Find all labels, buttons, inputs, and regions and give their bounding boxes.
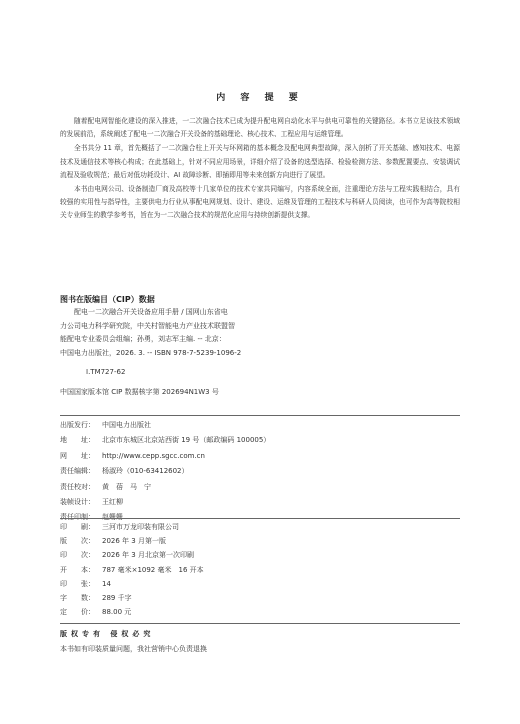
pub-label: 网 址： (60, 451, 95, 460)
print-value: 88.00 元 (102, 608, 132, 617)
cip-line-1: 配电一二次融合开关设备应用手册 / 国网山东省电 (74, 308, 228, 316)
cip-heading: 图书在版编目（CIP）数据 (60, 295, 155, 304)
pub-label: 责任校对： (60, 482, 95, 491)
pub-label: 地 址： (60, 436, 95, 445)
print-row (60, 605, 204, 619)
print-label: 字 数： (60, 594, 95, 603)
print-label: 开 本： (60, 565, 95, 574)
pub-row (60, 418, 270, 433)
cip-line-3: 能配电专业委员会组编；孙勇，刘志军主编. -- 北京： (60, 335, 226, 343)
print-row (60, 577, 204, 591)
print-value: 三河市万龙印装有限公司 (102, 523, 179, 531)
pub-row (60, 433, 270, 448)
pub-value: 杨淑玲（010-63412602） (102, 467, 189, 476)
pub-label: 责任印制： (60, 513, 95, 522)
print-row (60, 591, 204, 605)
publication-info (60, 418, 270, 526)
summary-paragraph-3: 本书由电网公司、设备制造厂商及高校等十几家单位的技术专家共同编写，内容系统全面，注重理论方法与工程实践相结合，具有较强的实用性与指导性，主要供电力行业从事配电网规划、设计、建设、运维及管理的工程技术与科研人员阅读，也可作为高等院校相关专业师生的教学参考书，旨在为一二次融合技术的规范化应用与持续创新提供支撑。 (60, 185, 460, 220)
print-label: 印 张： (60, 579, 95, 588)
pub-row (60, 495, 270, 510)
cip-record: 中国国家版本馆 CIP 数据核字第 202694N1W3 号 (60, 387, 219, 396)
summary-paragraph-1: 随着配电网智能化建设的深入推进，一二次融合技术已成为提升配电网自动化水平与供电可靠性的关键路径。本书立足该技术领域的发展前沿，系统阐述了配电一二次融合开关设备的基础理论、核心技术、工程应用与运维管理。 (60, 117, 460, 139)
copyright-section (60, 627, 207, 657)
print-row (60, 548, 204, 562)
copyright-title: 版权专有 侵权必究 (60, 630, 155, 638)
pub-value: 中国电力出版社 (102, 421, 151, 429)
print-value: 14 (102, 579, 111, 588)
summary-paragraph-2: 全书共分 11 章，首先概括了一二次融合柱上开关与环网箱的基本概念及配电网典型故障，深入剖析了开关基础、感知技术、电源技术及通信技术等核心构成；在此基础上，针对不同应用场景，详细介绍了设备的选型选择、检验检测方法、参数配置要点、安装调试流程及验收规范；最后对低功耗设计、AI 故障诊断、即插即用等未来创新方向进行了展望。 (60, 144, 460, 179)
divider (60, 415, 460, 416)
pub-label: 装帧设计： (60, 498, 95, 507)
print-label: 版 次： (60, 537, 95, 546)
divider (60, 518, 460, 519)
print-value: 289 千字 (102, 594, 132, 603)
pub-row (60, 464, 270, 479)
print-value: 2026 年 3 月第一版 (102, 537, 166, 546)
cip-line-2: 力公司电力科学研究院，中关村智能电力产业技术联盟智 (60, 321, 235, 330)
pub-value: 赵姗姗 (102, 513, 123, 522)
print-label: 印 次： (60, 551, 95, 560)
pub-label: 责任编辑： (60, 467, 95, 476)
cip-section (60, 306, 340, 399)
pub-value: 王红柳 (102, 498, 123, 507)
pub-value: http://www.cepp.sgcc.com.cn (102, 451, 205, 460)
pub-row (60, 449, 270, 464)
print-value: 2026 年 3 月北京第一次印刷 (102, 551, 194, 560)
print-row (60, 520, 204, 534)
pub-label: 出版发行： (60, 421, 95, 429)
printing-info (60, 520, 204, 619)
pub-row (60, 480, 270, 495)
pub-value: 黄 蓓 马 宁 (102, 482, 151, 491)
pub-value: 北京市东城区北京站西街 19 号（邮政编码 100005） (102, 436, 271, 445)
print-value: 787 毫米×1092 毫米 16 开本 (102, 565, 204, 574)
print-row (60, 563, 204, 577)
print-label: 定 价： (60, 608, 95, 617)
divider (60, 623, 460, 624)
copyright-notice: 本书如有印装质量问题，我社营销中心负责退换 (60, 645, 207, 653)
summary-section (60, 115, 460, 224)
print-row (60, 534, 204, 548)
print-label: 印 刷： (60, 523, 95, 531)
cip-classification: Ⅰ.TM727-62 (86, 368, 126, 376)
cip-line-4: 中国电力出版社，2026. 3. -- ISBN 978-7-5239-1096-2 (60, 348, 242, 357)
summary-title: 内 容 提 要 (216, 93, 304, 103)
